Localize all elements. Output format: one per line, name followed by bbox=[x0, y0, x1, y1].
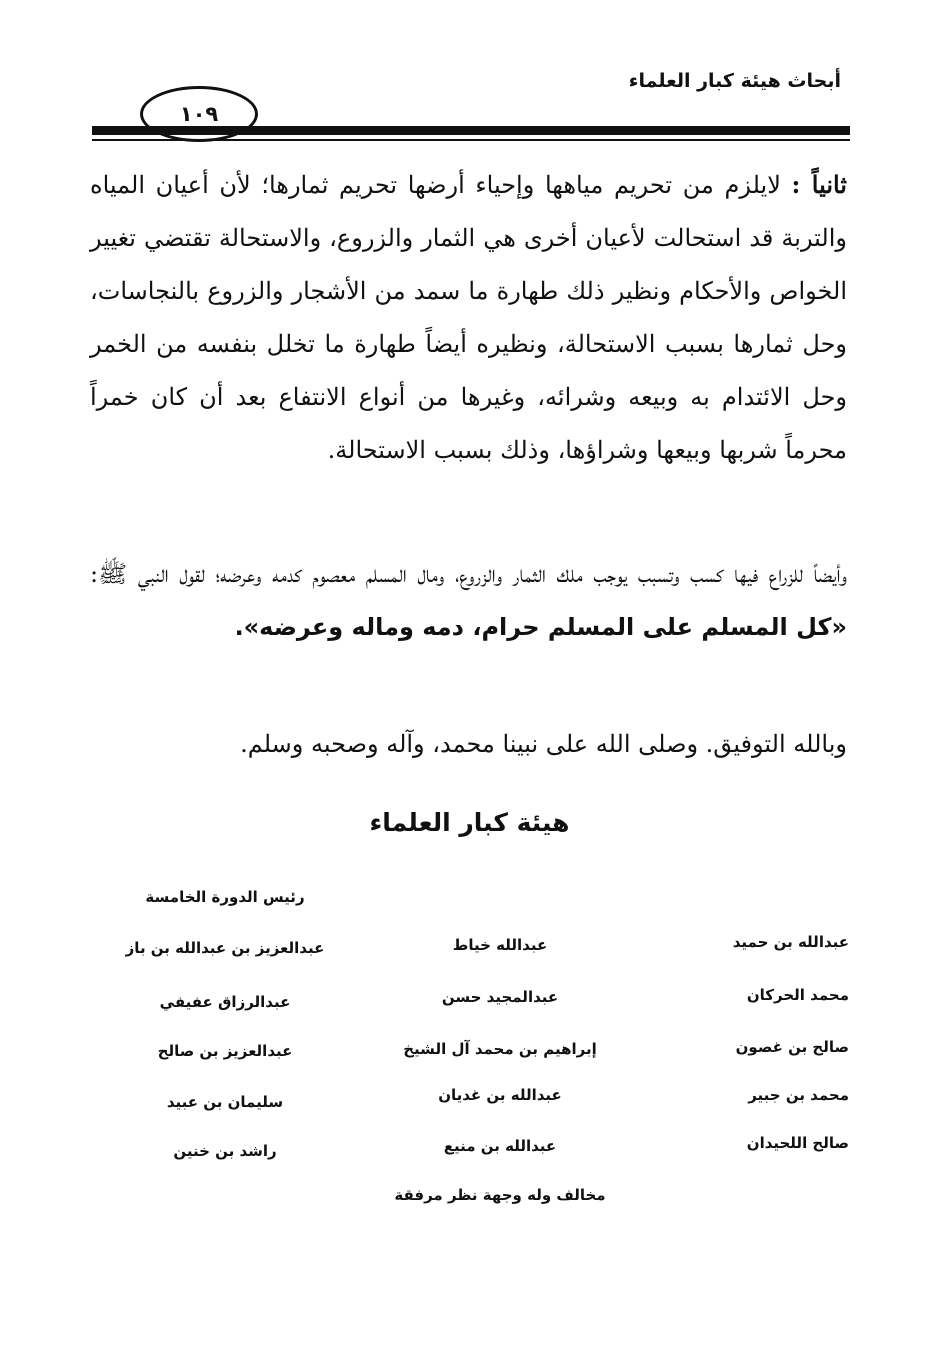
dissent-note: مخالف وله وجهة نظر مرفقة bbox=[394, 1186, 606, 1204]
hadith-quote: «كل المسلم على المسلم حرام، دمه وماله وعرضه». bbox=[234, 613, 847, 641]
paragraph-text: لايلزم من تحريم مياهها وإحياء أرضها تحريم ثمارها؛ لأن أعيان المياه والتربة قد استحالت لأعيان أخرى هي الثمار والزروع، والاستحالة تقتضي تغيير الخواص والأحكام ونظير ذلك طهارة ما سمد من الأشجار والزروع بالنجاسات، وحل ثمارها بسبب الاستحالة، ونظيره أيضاً طهارة ما تخلل بنفسه من الخمر وحل الائتدام به وبيعه وشرائه، وغيرها من أنواع الانتفاع بعد أن كان خمراً محرماً شربها وبيعها وشراؤها، وذلك بسبب الاستحالة. bbox=[90, 171, 847, 464]
header-rule bbox=[92, 126, 850, 135]
signatory: عبدالله خياط bbox=[452, 936, 548, 954]
header-rule-thin bbox=[92, 139, 850, 141]
signatory: عبدالله بن حميد bbox=[732, 933, 849, 951]
signatures-title: هيئة كبار العلماء bbox=[369, 808, 570, 837]
signatory: عبدالله بن غديان bbox=[438, 1086, 562, 1104]
paragraph-secondly bbox=[90, 158, 847, 477]
signatory: عبدالعزيز بن صالح bbox=[157, 1042, 293, 1060]
signatory: عبدالمجيد حسن bbox=[441, 988, 559, 1006]
signatory: صالح بن غصون bbox=[735, 1038, 849, 1056]
paragraph-closing bbox=[90, 718, 847, 771]
paragraph-text: وأيضاً للزراع فيها كسب وتسبب يوجب ملك الثمار والزروع، ومال المسلم معصوم كدمه وعرضه؛ لقول النبي ﷺ: bbox=[90, 560, 847, 588]
signatory: عبدالرزاق عفيفي bbox=[159, 993, 291, 1011]
book-title: أبحاث هيئة كبار العلماء bbox=[628, 70, 841, 92]
chair-label: رئيس الدورة الخامسة bbox=[145, 888, 305, 906]
signatory: صالح اللحيدان bbox=[746, 1134, 849, 1152]
signatory: سليمان بن عبيد bbox=[166, 1093, 284, 1111]
signatory: محمد بن جبير bbox=[748, 1086, 849, 1104]
signatory: إبراهيم بن محمد آل الشيخ bbox=[403, 1040, 597, 1058]
paragraph-also bbox=[90, 548, 847, 654]
signatory: راشد بن خنين bbox=[173, 1142, 277, 1160]
paragraph-lead: ثانياً : bbox=[791, 170, 847, 199]
signatory: عبدالله بن منيع bbox=[443, 1137, 557, 1155]
signatory: محمد الحركان bbox=[746, 986, 849, 1004]
page-number: ١٠٩ bbox=[140, 86, 258, 142]
signatory: عبدالعزيز بن عبدالله بن باز bbox=[125, 939, 325, 957]
paragraph-text: وبالله التوفيق. وصلى الله على نبينا محمد، وآله وصحبه وسلم. bbox=[240, 730, 847, 758]
